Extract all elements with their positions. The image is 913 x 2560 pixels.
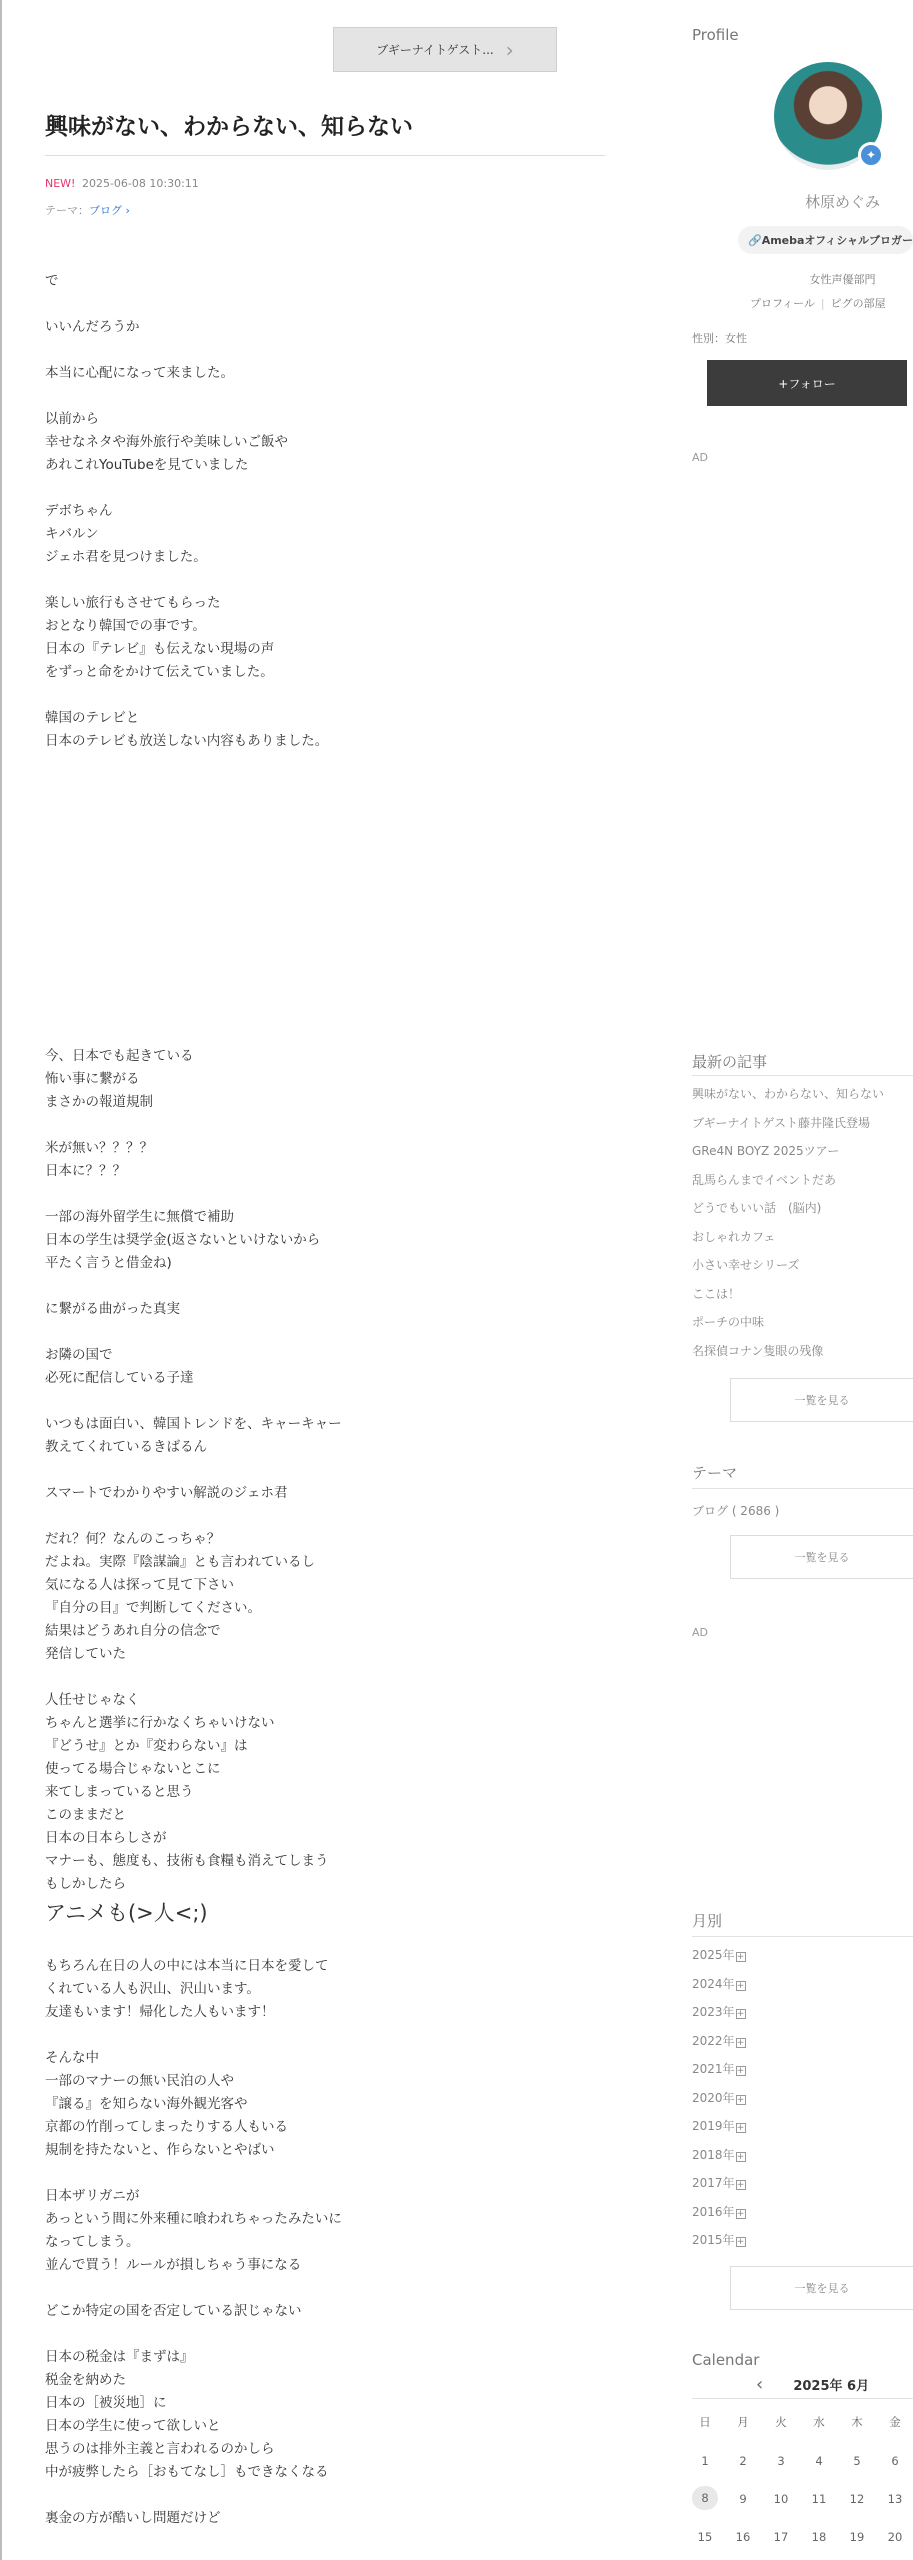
body-line	[45, 1666, 342, 1689]
body-line	[45, 2024, 342, 2047]
recent-divider	[692, 1075, 913, 1076]
body-line: ちゃんと選挙に行かなくちゃいけない	[45, 1715, 275, 1731]
month-label: 2022年	[692, 2033, 735, 2048]
month-label: 2020年	[692, 2090, 735, 2105]
body-line	[45, 477, 328, 500]
body-line: 思うのは排外主義と言われるのかしら	[45, 2441, 275, 2457]
link-separator: |	[820, 297, 825, 310]
expand-plus-icon[interactable]: +	[736, 1980, 745, 1991]
calendar-weekday: 金	[889, 2415, 901, 2429]
body-line	[45, 1321, 342, 1344]
body-line: 人任せじゃなく	[45, 1692, 140, 1708]
month-archive-item[interactable]	[692, 1975, 746, 2004]
month-archive-item[interactable]	[692, 2032, 746, 2061]
body-line: 結果はどうあれ自分の信念で	[45, 1623, 221, 1639]
body-line: 『譲る』を知らない海外観光客や	[45, 2096, 248, 2112]
body-line: 平たく言うと借金ね)	[45, 1255, 172, 1271]
recent-article-link[interactable]: 名探偵コナン隻眼の残像	[692, 1343, 824, 1358]
body-line: 『どうせ』とか『変わらない』は	[45, 1738, 248, 1754]
month-label: 2025年	[692, 1948, 735, 1962]
calendar-day[interactable]: 3	[777, 2454, 785, 2468]
body-line: いいんだろうか	[45, 319, 140, 335]
body-line: 『自分の目』で判断してください。	[45, 1600, 261, 1616]
expand-plus-icon[interactable]: +	[736, 2094, 745, 2105]
calendar-day[interactable]: 16	[735, 2530, 751, 2544]
expand-plus-icon[interactable]: +	[736, 2009, 745, 2019]
month-archive-item[interactable]	[692, 2203, 746, 2232]
theme-prefix: テーマ：	[45, 204, 89, 217]
calendar-weekday: 月	[737, 2415, 749, 2429]
body-line: 日本ザリガニが	[45, 2188, 140, 2204]
body-line: だよね。実際『陰謀論』とも言われているし	[45, 1554, 315, 1570]
recent-see-all-button[interactable]: 一覧を見る	[730, 1378, 913, 1422]
body-line: マナーも、態度も、技術も食糧も消えてしまう	[45, 1853, 329, 1869]
recent-articles-list	[692, 1085, 884, 1370]
profile-category: 女性声優部門	[809, 273, 876, 286]
recent-article-link[interactable]: 乱馬らんまでイベントだあ	[692, 1172, 837, 1187]
body-line: 日本の［被災地］に	[45, 2395, 167, 2411]
body-line: 楽しい旅行もさせてもらった	[45, 595, 221, 611]
monthly-heading: 月別	[692, 1912, 723, 1930]
calendar-day[interactable]: 18	[811, 2530, 827, 2544]
calendar-day[interactable]: 13	[887, 2492, 903, 2506]
calendar-day[interactable]: 20	[887, 2530, 903, 2544]
body-line: お隣の国で	[45, 1347, 113, 1363]
calendar-day[interactable]: 10	[773, 2492, 789, 2506]
expand-plus-icon[interactable]: +	[736, 2123, 745, 2133]
body-line: キバルン	[45, 526, 99, 542]
month-archive-item[interactable]	[692, 2060, 746, 2089]
body-line	[45, 2162, 342, 2185]
article-meta	[45, 177, 199, 190]
profile-name[interactable]: 林原めぐみ	[804, 193, 880, 211]
body-line: 本当に心配になって来ました。	[45, 365, 234, 381]
body-line: なってしまう。	[45, 2234, 140, 2250]
body-line: 怖い事に繋がる	[45, 1071, 140, 1087]
calendar-weekday: 日	[699, 2415, 711, 2429]
monthly-divider	[692, 1936, 913, 1937]
theme-link-label: ブログ	[89, 204, 122, 217]
calendar-weekday: 水	[813, 2415, 825, 2429]
expand-plus-icon[interactable]: +	[736, 2151, 745, 2162]
window-left-border	[0, 0, 2, 2560]
body-line: 日本に？？？	[45, 1163, 126, 1179]
expand-plus-icon[interactable]: +	[736, 2237, 745, 2247]
body-line: 発信していた	[45, 1646, 126, 1662]
month-label: 2015年	[692, 2233, 735, 2247]
calendar-day[interactable]: 11	[811, 2492, 827, 2506]
calendar-weekday: 木	[851, 2415, 863, 2429]
body-line: そんな中	[45, 2050, 99, 2066]
body-line	[45, 1275, 342, 1298]
body-line: 幸せなネタや海外旅行や美味しいご飯や	[45, 434, 288, 450]
body-line: デボちゃん	[45, 503, 113, 519]
article-body-emphasis	[45, 1895, 208, 1931]
pigg-room-link[interactable]: ピグの部屋	[830, 297, 886, 310]
theme-heading: テーマ	[692, 1464, 738, 1482]
calendar-heading: Calendar	[692, 2351, 760, 2369]
month-archive-item[interactable]	[692, 2174, 746, 2203]
body-line: 税金を納めた	[45, 2372, 126, 2388]
monthly-see-all-button[interactable]: 一覧を見る	[730, 2266, 913, 2310]
body-line: あっという間に外来種に喰われちゃったみたいに	[45, 2211, 342, 2227]
body-line	[45, 684, 328, 707]
theme-chevron-icon: ›	[125, 204, 130, 217]
title-divider	[45, 155, 605, 156]
expand-plus-icon[interactable]: +	[736, 1952, 745, 1962]
body-line: 使ってる場合じゃないとこに	[45, 1761, 221, 1777]
body-line: 並んで買う！ルールが損しちゃう事になる	[45, 2257, 302, 2273]
calendar-day[interactable]: 5	[853, 2454, 861, 2468]
body-line: 日本の『テレビ』も伝えない現場の声	[45, 641, 275, 657]
body-line: で	[45, 273, 59, 289]
recent-article-link[interactable]: ここは！	[692, 1286, 741, 1301]
body-line	[45, 1390, 342, 1413]
prev-article-label: ブギーナイトゲスト...	[376, 43, 494, 57]
body-line: 日本の税金は『まずは』	[45, 2349, 194, 2365]
body-line	[45, 2484, 342, 2507]
theme-link[interactable]	[89, 204, 130, 217]
profile-link[interactable]: プロフィール	[750, 297, 815, 310]
prev-article-link[interactable]	[333, 27, 557, 72]
body-line	[45, 1505, 342, 1528]
calendar-prev-icon[interactable]: ‹	[756, 2374, 764, 2395]
body-line: 規制を持たないと、作らないとやばい	[45, 2142, 275, 2158]
body-line: 裏金の方が酷いし問題だけど	[45, 2510, 221, 2526]
body-line: 一部の海外留学生に無償で補助	[45, 1209, 234, 1225]
body-line: 教えてくれているきばるん	[45, 1439, 207, 1455]
body-line: いつもは面白い、韓国トレンドを、キャーキャー	[45, 1416, 342, 1432]
body-line: このままだと	[45, 1807, 126, 1823]
calendar-month-label: 2025年 6月	[793, 2379, 870, 2394]
body-line: どこか特定の国を否定している訳じゃない	[45, 2303, 302, 2319]
follow-button[interactable]: +フォロー	[707, 360, 907, 406]
profile-links	[750, 295, 886, 311]
recent-article-link[interactable]: おしゃれカフェ	[692, 1229, 776, 1244]
body-line: もちろん在日の人の中には本当に日本を愛して	[45, 1958, 329, 1974]
month-archive-item[interactable]	[692, 2089, 746, 2118]
recent-article-link[interactable]: ブギーナイトゲスト藤井隆氏登場	[692, 1115, 870, 1130]
body-line: スマートでわかりやすい解説のジェホ君	[45, 1485, 288, 1501]
month-label: 2016年	[692, 2204, 735, 2219]
body-line	[45, 1114, 342, 1137]
calendar-day[interactable]: 15	[697, 2530, 713, 2544]
body-line: 中が疲弊したら［おもてなし］もできなくなる	[45, 2464, 329, 2480]
calendar-day[interactable]: 12	[849, 2492, 865, 2506]
new-badge: NEW!	[45, 177, 76, 190]
body-line	[45, 339, 328, 362]
body-line: 一部のマナーの無い民泊の人や	[45, 2073, 234, 2089]
ad-label: AD	[692, 451, 708, 464]
recent-article-link[interactable]: どうでもいい話 (脳内)	[692, 1201, 822, 1215]
calendar-day-today[interactable]: 8	[692, 2486, 718, 2510]
theme-divider	[692, 1488, 913, 1489]
month-label: 2017年	[692, 2176, 735, 2190]
body-line: あれこれYouTubeを見ていました	[45, 457, 249, 473]
body-line: 米が無い？？？？	[45, 1140, 153, 1156]
body-line: おとなり韓国での事です。	[45, 618, 206, 634]
article-theme	[45, 202, 130, 218]
profile-heading: Profile	[692, 26, 739, 44]
body-line	[45, 2323, 342, 2346]
body-line: 日本の学生に使って欲しいと	[45, 2418, 221, 2434]
article-title: 興味がない、わからない、知らない	[45, 114, 413, 140]
month-archive-item[interactable]	[692, 2003, 746, 2032]
body-line	[45, 569, 328, 592]
calendar-day[interactable]: 4	[815, 2454, 823, 2468]
calendar-day[interactable]: 1	[701, 2454, 709, 2468]
month-label: 2024年	[692, 1976, 735, 1991]
calendar-divider	[692, 2398, 913, 2399]
body-line: だれ？何？なんのこっちゃ？	[45, 1531, 221, 1547]
body-line: ジェホ君を見つけました。	[45, 549, 207, 565]
recent-heading: 最新の記事	[692, 1053, 768, 1071]
article-body-part-1	[45, 270, 328, 753]
body-line	[45, 385, 328, 408]
monthly-archive-list	[692, 1946, 746, 2260]
body-line: 京都の竹削ってしまったりする人もいる	[45, 2119, 288, 2135]
calendar-day[interactable]: 9	[739, 2492, 747, 2506]
body-line: 以前から	[45, 411, 99, 427]
recent-article-link[interactable]: 小さい幸せシリーズ	[692, 1258, 800, 1272]
body-line	[45, 1459, 342, 1482]
body-line: 日本のテレビも放送しない内容もありました。	[45, 733, 329, 749]
body-line: 来てしまっていると思う	[45, 1784, 194, 1800]
body-line: くれている人も沢山、沢山います。	[45, 1981, 260, 1997]
month-archive-item[interactable]	[692, 2146, 746, 2175]
calendar-day[interactable]: 17	[773, 2530, 789, 2544]
calendar-day[interactable]: 2	[739, 2454, 747, 2468]
body-line: もしかしたら	[45, 1876, 126, 1892]
month-label: 2021年	[692, 2062, 735, 2076]
article-body-part-3	[45, 1955, 342, 2530]
official-blogger-badge[interactable]: 🔗Amebaオフィシャルブロガー	[738, 226, 913, 254]
body-line: 必死に配信している子達	[45, 1370, 194, 1386]
body-line: 気になる人は探って見て下さい	[45, 1577, 234, 1593]
body-line: 日本の学生は奨学金(返さないといけないから	[45, 1232, 321, 1248]
expand-plus-icon[interactable]: +	[736, 2037, 745, 2048]
article-date: 2025-06-08 10:30:11	[81, 177, 199, 190]
calendar-day[interactable]: 19	[849, 2530, 865, 2544]
body-line	[45, 2277, 342, 2300]
expand-plus-icon[interactable]: +	[736, 2180, 745, 2190]
recent-article-link[interactable]: GRe4N BOYZ 2025ツアー	[692, 1144, 840, 1158]
body-line: まさかの報道規制	[45, 1094, 153, 1110]
chevron-right-icon: ›	[505, 37, 514, 62]
theme-item-blog[interactable]: ブログ ( 2686 )	[692, 1504, 780, 1518]
month-label: 2018年	[692, 2147, 735, 2162]
calendar-day[interactable]: 6	[891, 2454, 899, 2468]
recent-article-link[interactable]: 興味がない、わからない、知らない	[692, 1087, 885, 1101]
body-line: 友達もいます！帰化した人もいます！	[45, 2004, 275, 2020]
body-line	[45, 293, 328, 316]
expand-plus-icon[interactable]: +	[736, 2208, 745, 2219]
calendar-weekday: 火	[775, 2415, 787, 2429]
body-line: 韓国のテレビと	[45, 710, 140, 726]
body-line	[45, 1183, 342, 1206]
ad-label-2: AD	[692, 1626, 708, 1639]
body-line: 今、日本でも起きている	[45, 1048, 194, 1064]
profile-gender: 性別：女性	[692, 332, 747, 345]
verified-badge-icon: ✦	[858, 142, 884, 168]
month-label: 2023年	[692, 2005, 735, 2019]
expand-plus-icon[interactable]: +	[736, 2066, 745, 2076]
month-archive-item[interactable]	[692, 1946, 746, 1975]
article-body-part-2	[45, 1045, 342, 1896]
recent-article-link[interactable]: ポーチの中味	[692, 1315, 765, 1329]
month-label: 2019年	[692, 2119, 735, 2133]
emphasis-line: アニメも(>人<;)	[45, 1901, 208, 1925]
body-line: をずっと命をかけて伝えていました。	[45, 664, 274, 680]
body-line: 日本の日本らしさが	[45, 1830, 167, 1846]
month-archive-item[interactable]	[692, 2117, 746, 2146]
body-line: に繋がる曲がった真実	[45, 1301, 180, 1317]
month-archive-item[interactable]	[692, 2231, 746, 2260]
calendar-nav	[756, 2374, 869, 2395]
theme-see-all-button[interactable]: 一覧を見る	[730, 1535, 913, 1579]
